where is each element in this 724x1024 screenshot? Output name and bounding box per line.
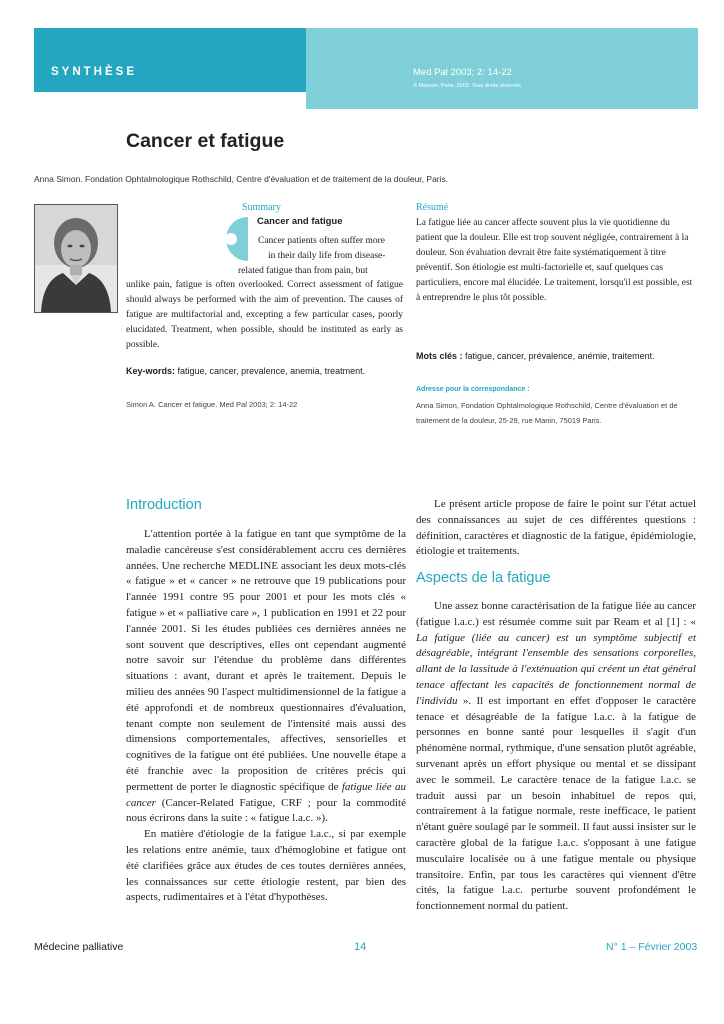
summary-paragraph: unlike pain, fatigue is often overlooked. Correct assessment of fatigue should always be performed with the aim of prevention. The causes of fatigue are multifactorial and, excepting a few particular cases, poorly elucidated. Treatment, when possible, should be instituted as early as possible. (126, 280, 403, 350)
intro-p1-end: (Cancer-Related Fatigue, CRF ; pour la commodité nous écrirons dans la suite : « fatigue l.a.c. »). (126, 796, 406, 825)
author-photo (34, 204, 118, 313)
footer-page-number: 14 (354, 941, 367, 953)
aspects-p1-italic: La fatigue (liée au cancer) est un symptôme subjectif et désagréable, intégrant l'ensemble des sensations corporelles, allant de la lassitude à l'exténuation qui créent un état général tenace affectant les capacités de fonctionnement normal de l'individu (416, 631, 696, 707)
mots-cles-value: fatigue, cancer, prévalence, anémie, traitement. (465, 351, 655, 361)
copyright-notice: © Masson, Paris, 2003. Tous droits réservés (413, 83, 521, 89)
author-portrait-image (35, 205, 117, 312)
summary-heading: Summary (242, 202, 281, 213)
article-citation: Simon A. Cancer et fatigue. Med Pal 2003; 2: 14-22 (126, 400, 298, 409)
resume-heading: Résumé (416, 202, 449, 213)
footer-issue: N° 1 – Février 2003 (606, 941, 698, 953)
mots-cles-label: Mots clés : (416, 351, 463, 361)
introduction-body (126, 527, 406, 906)
keywords-value: fatigue, cancer, prevalence, anemia, treatment. (177, 366, 366, 376)
aspects-heading: Aspects de la fatigue (416, 570, 551, 586)
intro-p1-italic: fatigue liée au cancer (126, 780, 407, 809)
intro-paragraph-1 (126, 527, 406, 827)
resume-paragraph: La fatigue liée au cancer affecte souvent plus la vie quotidienne du patient que la douleur. Elle est trop souvent négligée, contrairement à la douleur. Son évaluation devrait être faite systématiquement à titre préventif. Son étiologie est multi-factorielle et, sauf quelques cas particuliers, encore mal élucidée. Le traitement, lorsqu'il est possible, est à entreprendre le plus tôt possible. (416, 218, 693, 303)
summary-text (126, 278, 403, 353)
summary-circle-icon (212, 217, 248, 261)
summary-title: Cancer and fatigue (257, 216, 343, 227)
correspondence-heading: Adresse pour la correspondance : (416, 386, 530, 393)
footer-journal: Médecine palliative (34, 941, 124, 953)
intro-p1-text: L'attention portée à la fatigue en tant que symptôme de la maladie cancéreuse s'est considérablement accru ces dernières années. Une recherche MEDLINE associant les deux mots-clés « fatigue » et « cancer » ne retrouve que 19 publications pour l'année 1991 contre 95 pour 2001 et pour les mots clés « fatigue » et « palliative care », 1 publication en 1991 et 22 pour l'année 2001. Si les études publiées ces dernières années ne sont souvent que descriptives, elles ont cependant augmenté notre savoir sur l'étendue du problème dans différentes situations : avant, durant et après le traitement. Depuis le milieu des années 90 l'aspect multidimensionnel de la fatigue a été approfondi et de nombreux questionnaires d'évaluation, tenant compte non seulement de l'intensité mais aussi des dimensions comportementales, affectives, sensorielles et cognitives de la fatigue ont été publiées. Une nouvelle étape a été franchie avec la proposition de critères précis qui permettent de porter le diagnostic spécifique de (126, 528, 406, 793)
aspects-p1-end: ». Il est important en effet d'opposer le caractère tenace et désagréable de la fatigue l.a.c. à la fatigue de personnes en bonne santé pour lesquelles il s'agit d'un phénomène normal, rythmique, d'une sensation plutôt agréable, survenant après un effort physique ou mental et se dissipant avec le sommeil. Le caractère tenace de la fatigue l.a.c. se traduit aussi par un besoin inhabituel de repos qui, contrairement à la fatigue normale, reste inefficace, le patient n'étant guère soulagé par le sommeil. Il faut aussi insister sur le caractère global de la fatigue l.a.c. s'opposant à une fatigue musculaire localisée ou à une fatigue mentale ou physique transitoire. Enfin, par tous les caractères qui viennent d'être cités, la fatigue l.a.c. perturbe souvent profondément le fonctionnement normal du patient. (416, 694, 696, 913)
resume-keywords (416, 351, 655, 361)
journal-reference: Med Pal 2003; 2: 14-22 (413, 67, 512, 78)
right-paragraph-1: Le présent article propose de faire le point sur l'état actuel des connaissances au sujet de ces différentes questions : définition, caractères et diagnostic de la fatigue, épidémiologie, étiologie et traitements. (416, 498, 696, 558)
resume-text (416, 216, 694, 306)
right-column-intro (416, 497, 696, 560)
summary-keywords (126, 366, 365, 376)
aspects-body (416, 599, 696, 915)
summary-line-3: related fatigue than from pain, but (238, 266, 368, 276)
correspondence-address: Anna Simon, Fondation Ophtalmologique Rothschild, Centre d'évaluation et de traitement de la douleur, 25-29, rue Manin, 75019 Paris. (416, 401, 678, 425)
introduction-heading: Introduction (126, 497, 202, 513)
aspects-paragraph-1 (416, 599, 696, 915)
header-band-left (34, 28, 306, 92)
article-title: Cancer et fatigue (126, 130, 285, 152)
intro-paragraph-2: En matière d'étiologie de la fatigue l.a.c., si par exemple les relations entre anémie, taux d'hémoglobine et fatigue ont été clarifiées grâce aux études de ces toutes dernières années, les connaissances sur cette étiologie restent, par bien des aspects, rudimentaires et à l'état d'hypothèses. (126, 828, 406, 904)
summary-line-1: Cancer patients often suffer more (258, 236, 385, 246)
aspects-p1-start: Une assez bonne caractérisation de la fatigue liée au cancer (fatigue l.a.c.) est résumée comme suit par Ream et al [1] : « (416, 600, 696, 628)
author-affiliation: Anna Simon. Fondation Ophtalmologique Rothschild, Centre d'évaluation et de traitement de la douleur, Paris. (34, 174, 449, 184)
keywords-label: Key-words: (126, 366, 176, 376)
summary-line-2: in their daily life from disease- (268, 251, 386, 261)
section-label: SYNTHÈSE (51, 66, 137, 78)
